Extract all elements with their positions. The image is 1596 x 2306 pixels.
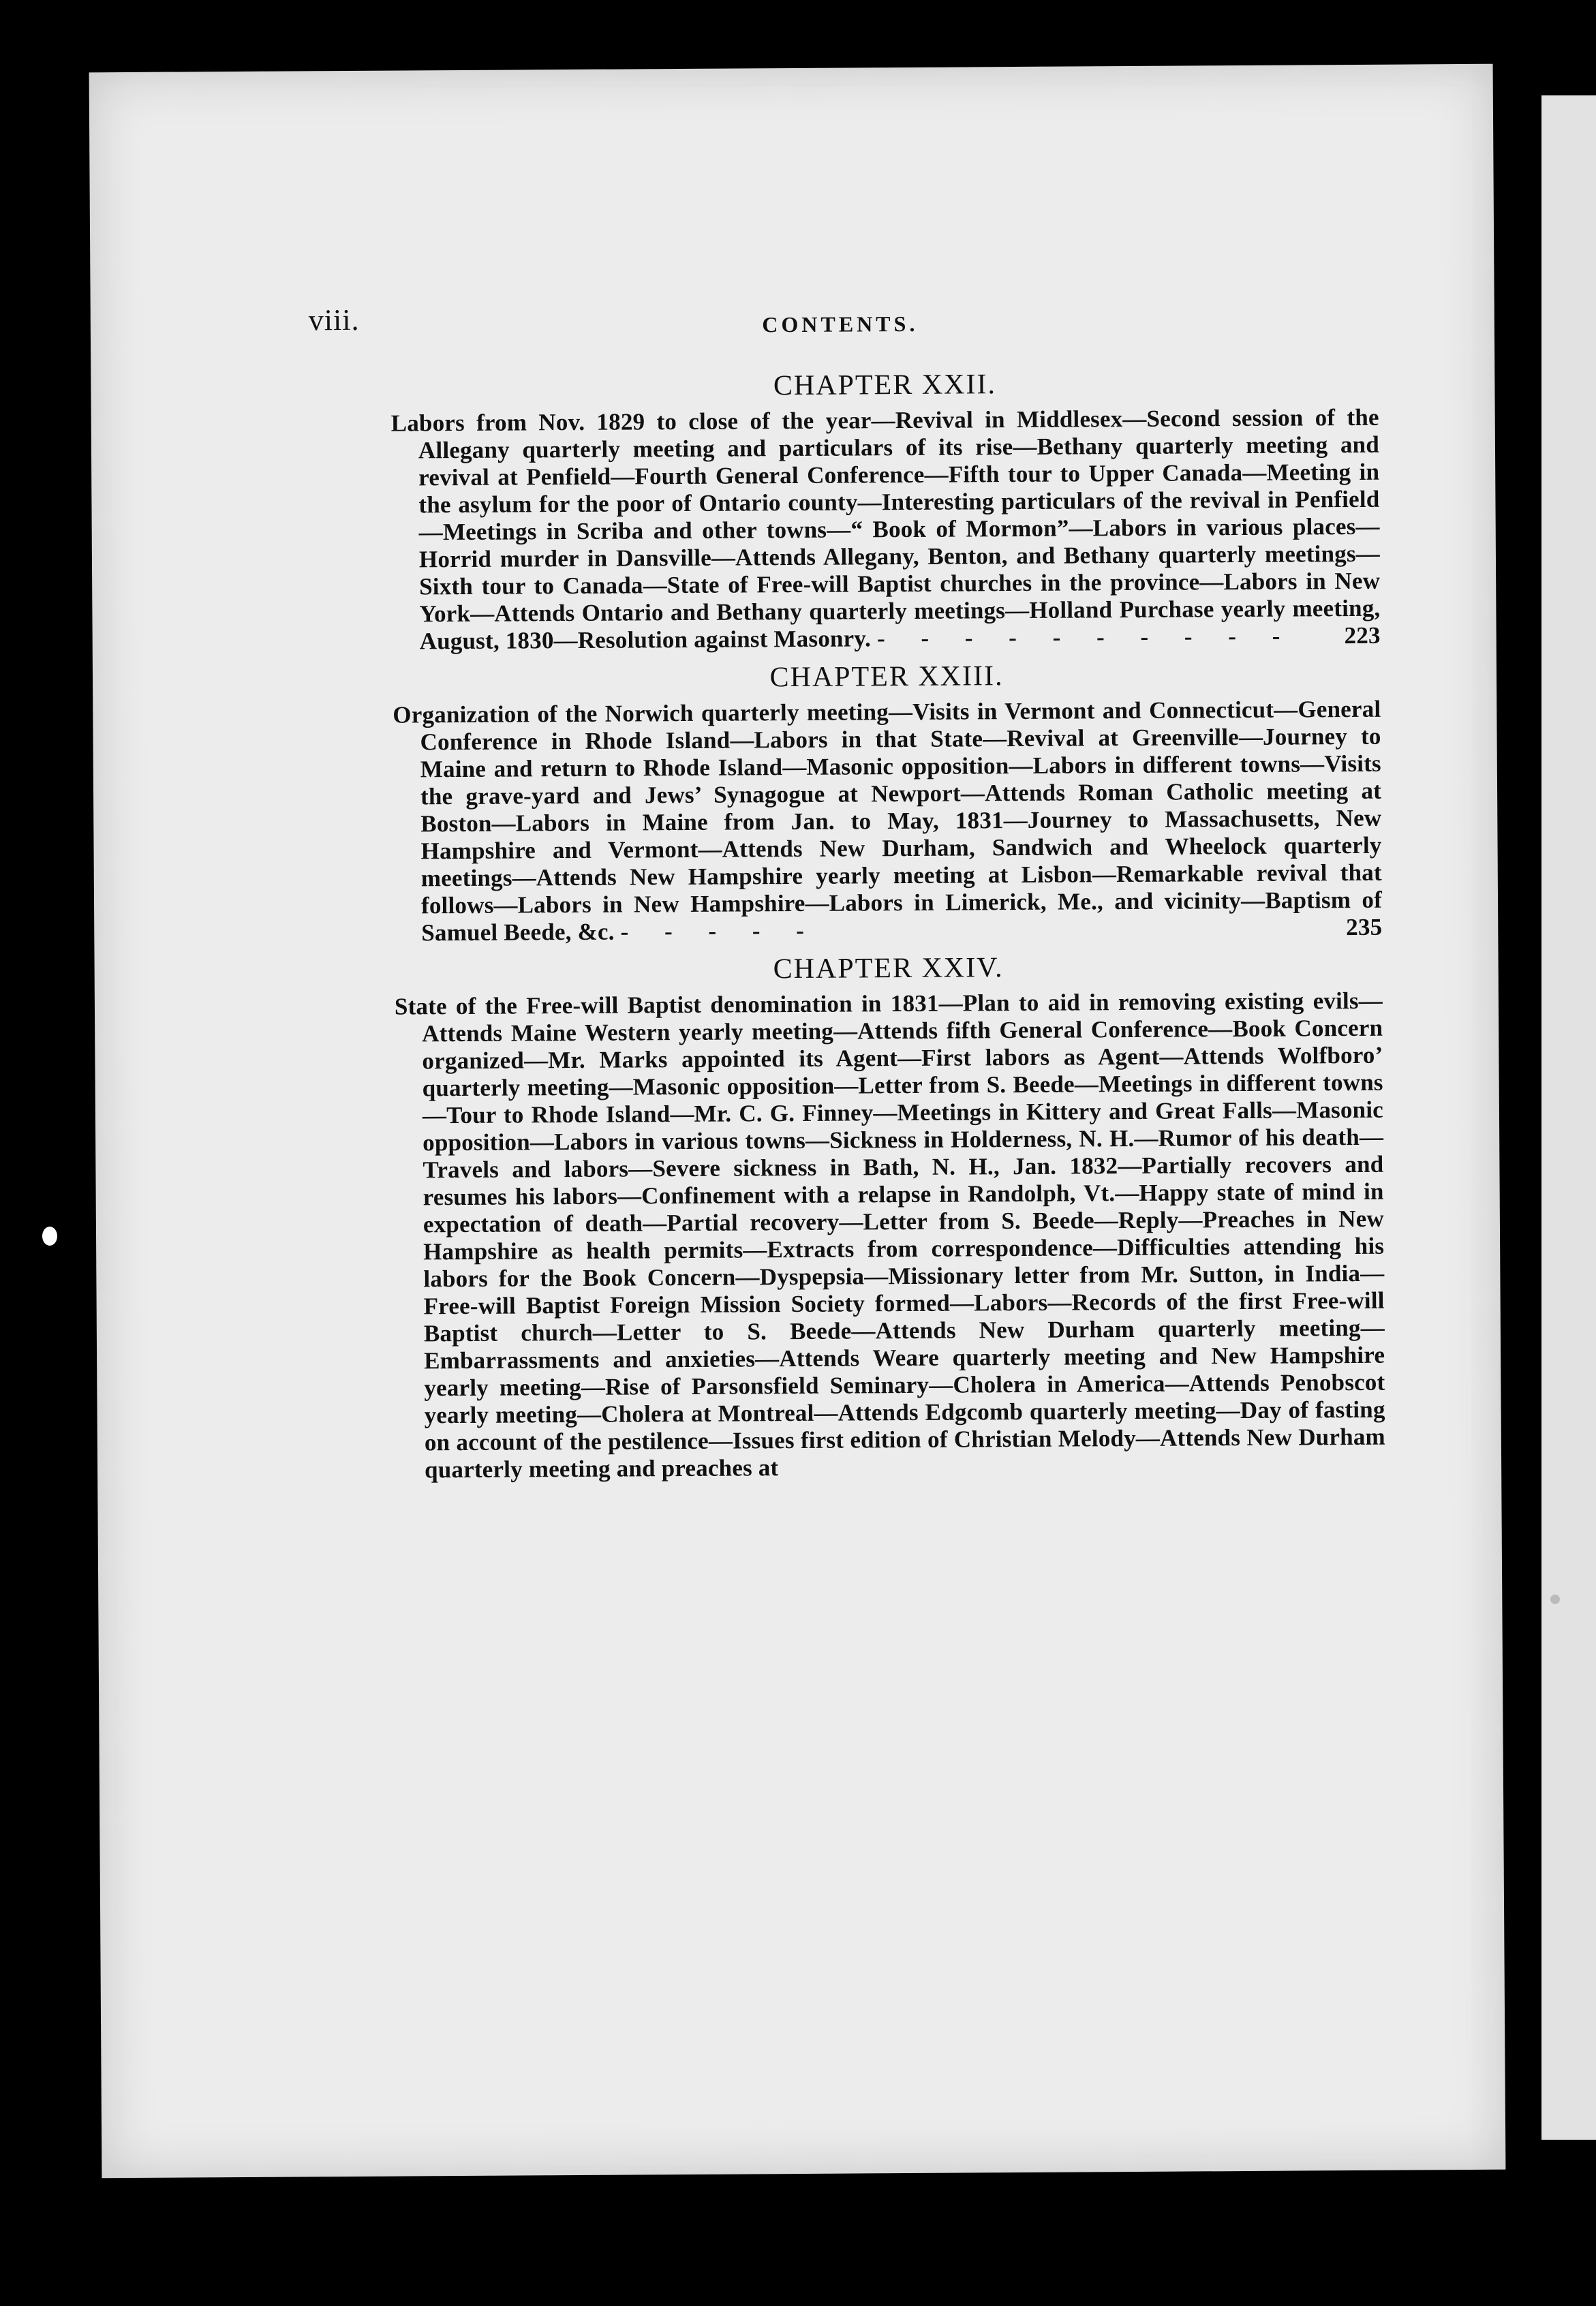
dot-leaders: - - - - - - - - - - [876,622,1295,652]
chapter-summary [393,696,1382,947]
book-page [89,64,1506,2179]
running-title: CONTENTS. [762,311,919,337]
running-head [309,296,1372,358]
chapter-entry [390,365,1381,656]
scan-dust-spot [1550,1595,1560,1604]
chapter-heading: CHAPTER XXII. [773,369,997,402]
scan-dust-spot [42,1227,57,1246]
page-number: viii. [308,303,360,337]
chapter-summary [391,404,1381,656]
dot-leaders: - - - - - [620,917,820,945]
chapter-summary-text: State of the Free-will Baptist denomination in 1831—Plan to aid in removing existing evils—Attends Maine Western yearly meeting—Attends fifth General Conference—Book Concern organized—Mr. Marks appointed its Agent—First labors as Agent—Attends Wolfboro’ quarterly meeting—Masonic opposition—Letter from S. Beede—Meetings in different towns—Tour to Rhode Island—Mr. C. G. Finney—Meetings in Kittery and Great Falls—Masonic opposition—Labors in various towns—Sickness in Holderness, N. H.—Rumor of his death—Travels and labors—Severe sickness in Bath, N. H., Jan. 1832—Partially recovers and resumes his labors—Confinement with a relapse in Randolph, Vt.—Happy state of mind in expectation of death—Partial recovery—Letter from S. Beede—Reply—Preaches in New Hampshire as health permits—Extracts from correspondence—Difficulties attending his labors for the Book Concern—Dyspepsia—Missionary letter from Mr. Sutton, in India—Free-will Baptist Foreign Mission Society formed—Labors—Records of the first Free-will Baptist church—Letter to S. Beede—Attends New Durham quarterly meeting—Embarrassments and anxieties—Attends Weare quarterly meeting and New Hampshire yearly meeting—Rise of Parsonsfield Seminary—Cholera in America—Attends Penobscot yearly meeting—Cholera at Montreal—Attends Edgcomb quarterly meeting—Day of fasting on account of the pestilence—Issues first edition of Christian Melody—Attends New Durham quarterly meeting and preaches at [394,987,1385,1483]
chapter-heading: CHAPTER XXIII. [769,660,1004,694]
chapter-page-ref: 235 [1346,913,1383,941]
chapter-page-ref: 223 [1344,621,1381,649]
chapter-entry [393,656,1383,947]
chapter-heading: CHAPTER XXIV. [773,952,1004,985]
chapter-summary-text: Labors from Nov. 1829 to close of the year—Revival in Middlesex—Second session of the Allegany quarterly meeting and particulars of its rise—Bethany quarterly meeting and revival at Penfield—Fourth General Conference—Fifth tour to Upper Canada—Meeting in the asylum for the poor of Ontario county—Interesting particulars of the revival in Penfield—Meetings in Scriba and other towns—“ Book of Mormon”—Labors in various places—Horrid murder in Dansville—Attends Allegany, Benton, and Bethany quarterly meetings—Sixth tour to Canada—State of Free-will Baptist churches in the province—Labors in New York—Attends Ontario and Bethany quarterly meetings—Holland Purchase yearly meeting, August, 1830—Resolution against Masonry. [390,403,1381,655]
facing-page-edge [1541,95,1596,2140]
chapter-entry [394,948,1385,1484]
chapter-summary-text: Organization of the Norwich quarterly meeting—Visits in Vermont and Connecticut—General Conference in Rhode Island—Labors in that State—Revival at Greenville—Journey to Maine and return to Rhode Island—Masonic opposition—Labors in different towns—Visits the grave-yard and Jews’ Synagogue at Newport—Attends Roman Catholic meeting at Boston—Labors in Maine from Jan. to May, 1831—Journey to Massachusetts, New Hampshire and Vermont—Attends New Durham, Sandwich and Wheelock quarterly meetings—Attends New Hampshire yearly meeting at Lisbon—Remarkable revival that follows—Labors in New Hampshire—Labors in Limerick, Me., and vicinity—Baptism of Samuel Beede, &c. [393,695,1383,947]
chapter-summary [395,987,1385,1484]
table-of-contents [390,365,1385,1491]
